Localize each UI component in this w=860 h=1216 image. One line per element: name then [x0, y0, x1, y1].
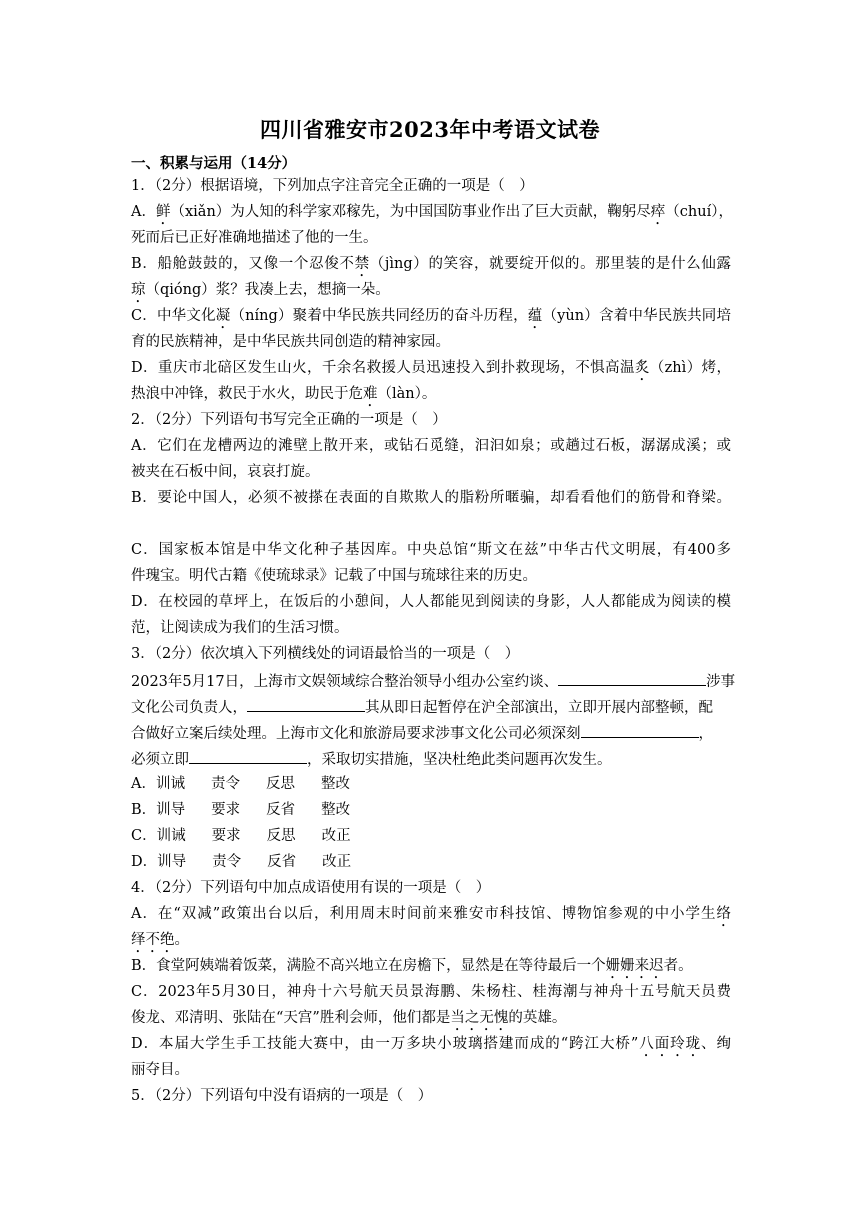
q4-option-a: A．在“双减”政策出台以后，利用周末时间前来雅安市科技馆、博物馆参观的中小学生络: [131, 906, 731, 922]
q4-option-d-cont: 丽夺目。: [131, 1062, 189, 1078]
q1-option-c: C．中华文化凝（níng）聚着中华民族共同经历的奋斗历程，蕴（yùn）含着中华民族共同培: [131, 308, 731, 324]
q4-stem: 4．（2分）下列语句中加点成语使用有误的一项是（ ）: [131, 880, 491, 896]
fill-blank-3[interactable]: [581, 722, 699, 738]
q3-option-d: D．训导 责令 反省 改正: [131, 854, 352, 870]
q1-option-a-cont: 死而后已正好准确地描述了他的一生。: [131, 230, 378, 246]
q3-passage-line2: 文化公司负责人， 其从即日起暂停在沪全部演出，立即开展内部整顿，配: [131, 696, 731, 718]
q1-option-b-cont: 琼（qióng）浆？我凑上去，想摘一朵。: [131, 282, 390, 298]
q3-passage-line3: 合做好立案后续处理。上海市文化和旅游局要求涉事文化公司必须深刻 ，: [131, 722, 731, 744]
q1-option-d-cont: 热浪中冲锋，救民于水火，助民于危难（làn）。: [131, 386, 437, 402]
q2-stem: 2．（2分）下列语句书写完全正确的一项是（ ）: [131, 412, 447, 428]
q2-option-b: B．要论中国人，必须不被搽在表面的自欺欺人的脂粉所暱骗，却看看他们的筋骨和脊梁。: [131, 490, 731, 506]
q2-option-c: C．国家板本馆是中华文化种子基因库。中央总馆“斯文在兹”中华古代文明展，有400多: [131, 542, 731, 558]
q1-option-c-cont: 育的民族精神，是中华民族共同创造的精神家园。: [131, 334, 450, 350]
page-title: 四川省雅安市2023年中考语文试卷: [260, 117, 600, 142]
q2-option-a: A．它们在龙槽两边的滩壁上散开来，或钻石觅缝，汩汩如泉；或趟过石板，潺潺成溪；或: [131, 438, 731, 454]
q3-option-a: A．训诫 责令 反思 整改: [131, 776, 350, 792]
q3-passage-line1: 2023年5月17日，上海市文娱领域综合整治领导小组办公室约谈、 涉事: [131, 670, 731, 692]
q1-stem: 1．（2分）根据语境，下列加点字注音完全正确的一项是（ ）: [131, 178, 534, 194]
section-heading: 一、积累与运用（14分）: [131, 155, 297, 172]
q3-option-b: B．训导 要求 反省 整改: [131, 802, 351, 818]
fill-blank-4[interactable]: [189, 748, 307, 764]
q4-option-a-cont: 绎不绝。: [131, 932, 189, 948]
q2-option-d: D．在校园的草坪上，在饭后的小憩间，人人都能见到阅读的身影，人人都能成为阅读的模: [131, 594, 731, 610]
q1-option-a: A．鲜（xiǎn）为人知的科学家邓稼先，为中国国防事业作出了巨大贡献，鞠躬尽瘁（chuí），: [131, 204, 733, 220]
q3-stem: 3．（2分）依次填入下列横线处的词语最恰当的一项是（ ）: [131, 646, 520, 662]
q4-option-c-cont: 俊龙、邓清明、张陆在“天宫”胜利会师，他们都是当之无愧的英雄。: [131, 1010, 567, 1026]
q2-option-c-cont: 件瑰宝。明代古籍《使琉球录》记载了中国与琉球往来的历史。: [131, 568, 537, 584]
q4-option-c: C．2023年5月30日，神舟十六号航天员景海鹏、朱杨柱、桂海潮与神舟十五号航天员费: [131, 984, 731, 1000]
q2-option-a-cont: 被夹在石板中间，哀哀打旋。: [131, 464, 320, 480]
q1-option-d: D．重庆市北碚区发生山火，千余名救援人员迅速投入到扑救现场，不惧高温炙（zhì）烤，: [131, 360, 731, 376]
fill-blank-2[interactable]: [247, 696, 365, 712]
q1-option-b: B．船舱鼓鼓的，又像一个忍俊不禁（jìng）的笑容，就要绽开似的。那里装的是什么仙露: [131, 256, 732, 272]
q3-passage-line4: 必须立即 ，采取切实措施，坚决杜绝此类问题再次发生。: [131, 748, 731, 770]
q3-option-c: C．训诫 要求 反思 改正: [131, 828, 351, 844]
q5-stem: 5．（2分）下列语句中没有语病的一项是（ ）: [131, 1088, 433, 1104]
q4-option-d: D．本届大学生手工技能大赛中，由一万多块小玻璃搭建而成的“跨江大桥”八面玲珑、绚: [131, 1036, 731, 1052]
q2-option-d-cont: 范，让阅读成为我们的生活习惯。: [131, 620, 349, 636]
fill-blank-1[interactable]: [558, 670, 706, 686]
q4-option-b: B．食堂阿姨端着饭菜，满脸不高兴地立在房檐下，显然是在等待最后一个姗姗来迟者。: [131, 958, 693, 974]
